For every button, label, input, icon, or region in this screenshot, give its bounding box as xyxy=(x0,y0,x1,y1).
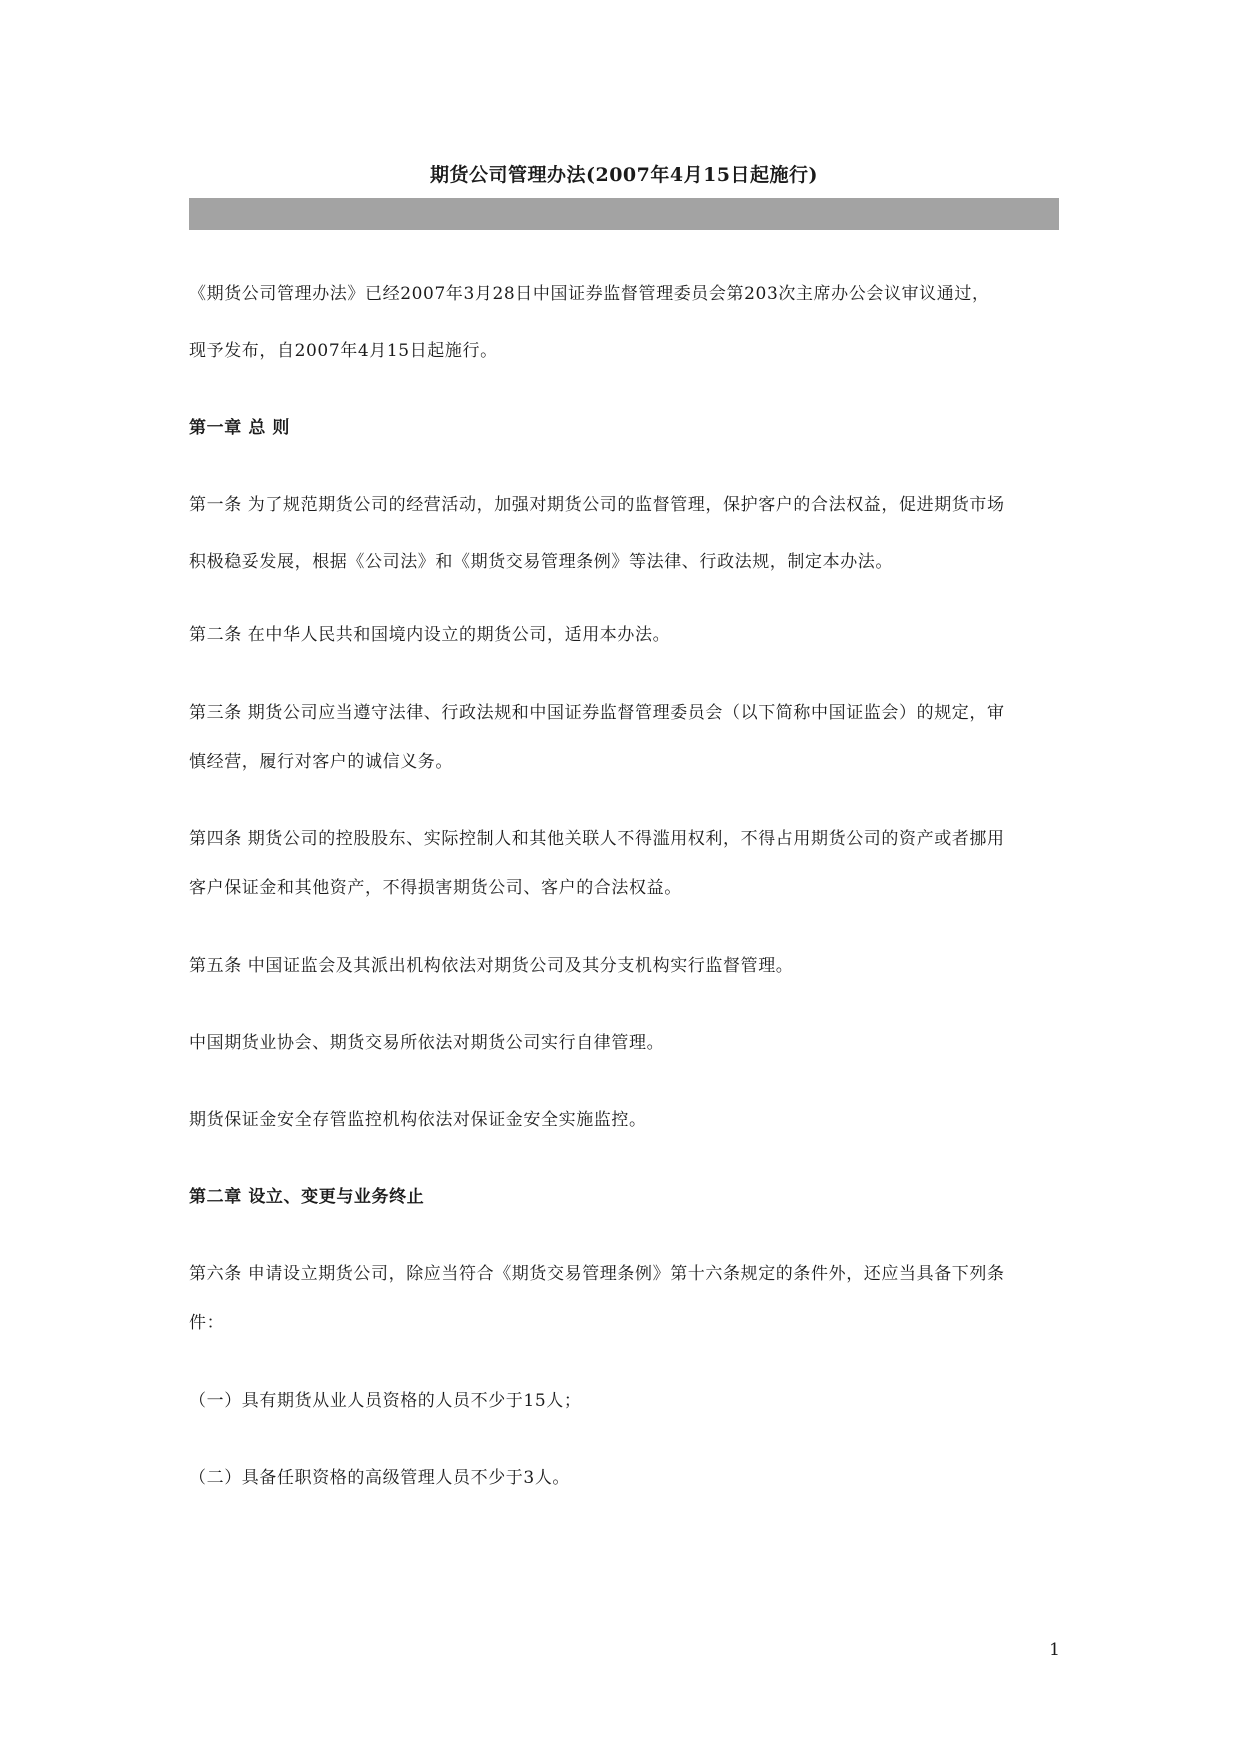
article-1-line-1: 第一条 为了规范期货公司的经营活动，加强对期货公司的监督管理，保护客户的合法权益，促进期货市场 xyxy=(189,495,1005,515)
chapter-2-heading: 第二章 设立、变更与业务终止 xyxy=(189,1187,425,1207)
article-6-item-1: （一）具有期货从业人员资格的人员不少于15人； xyxy=(189,1391,582,1411)
title-divider-bar xyxy=(189,198,1059,230)
article-6-item-2: （二）具备任职资格的高级管理人员不少于3人。 xyxy=(189,1468,571,1488)
document-title: 期货公司管理办法(2007年4月15日起施行) xyxy=(429,164,819,186)
intro-line-1: 《期货公司管理办法》已经2007年3月28日中国证券监督管理委员会第203次主席办公会议审议通过， xyxy=(189,284,990,304)
article-5: 第五条 中国证监会及其派出机构依法对期货公司及其分支机构实行监督管理。 xyxy=(189,956,794,976)
article-5-paragraph-2: 中国期货业协会、期货交易所依法对期货公司实行自律管理。 xyxy=(189,1033,665,1053)
page-number: 1 xyxy=(1049,1640,1060,1660)
article-3-line-2: 慎经营，履行对客户的诚信义务。 xyxy=(189,752,453,772)
intro-line-2: 现予发布，自2007年4月15日起施行。 xyxy=(189,341,498,361)
article-4-line-2: 客户保证金和其他资产，不得损害期货公司、客户的合法权益。 xyxy=(189,878,682,898)
article-4-line-1: 第四条 期货公司的控股股东、实际控制人和其他关联人不得滥用权利，不得占用期货公司的资产或者挪用 xyxy=(189,829,1005,849)
article-6-line-2: 件： xyxy=(189,1313,225,1333)
article-5-paragraph-3: 期货保证金安全存管监控机构依法对保证金安全实施监控。 xyxy=(189,1110,647,1130)
article-6-line-1: 第六条 申请设立期货公司，除应当符合《期货交易管理条例》第十六条规定的条件外，还应当具备下列条 xyxy=(189,1264,1005,1284)
article-1-line-2: 积极稳妥发展，根据《公司法》和《期货交易管理条例》等法律、行政法规，制定本办法。 xyxy=(189,552,893,572)
chapter-1-heading: 第一章 总 则 xyxy=(189,418,291,438)
article-3-line-1: 第三条 期货公司应当遵守法律、行政法规和中国证券监督管理委员会（以下简称中国证监会）的规定，审 xyxy=(189,703,1005,723)
article-2: 第二条 在中华人民共和国境内设立的期货公司，适用本办法。 xyxy=(189,625,671,645)
